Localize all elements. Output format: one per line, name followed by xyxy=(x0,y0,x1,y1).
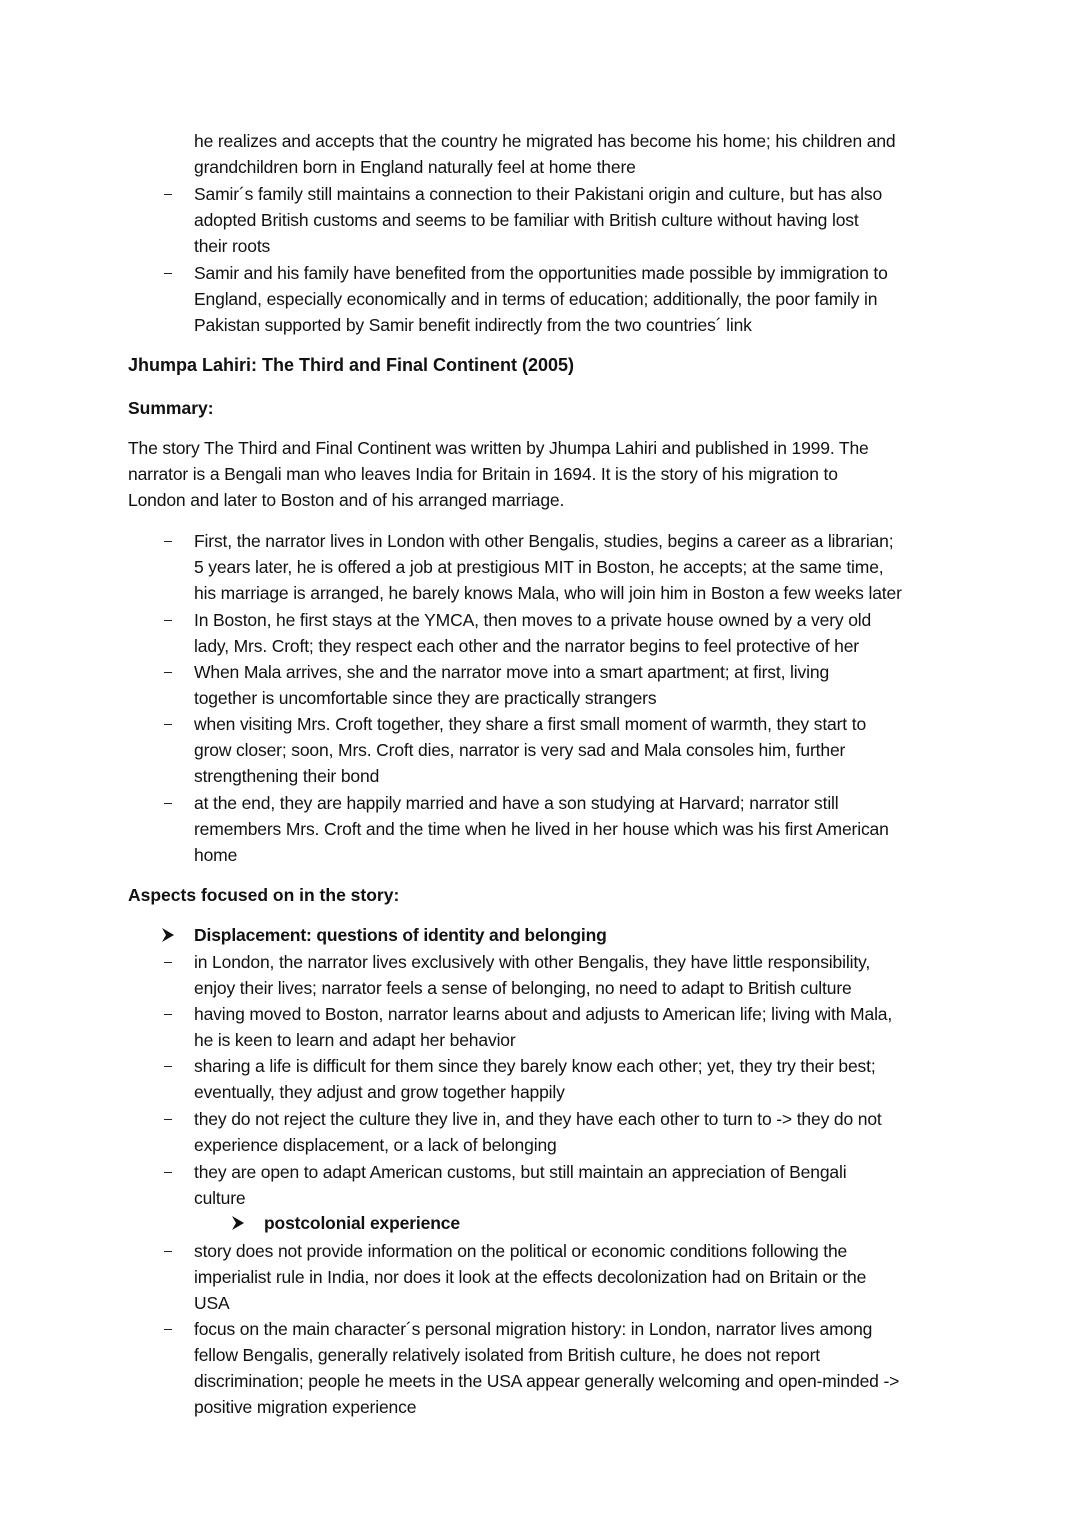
dash-bullet-icon xyxy=(164,672,172,673)
bullet-text: strengthening their bond xyxy=(194,766,380,786)
bullet-text: eventually, they adjust and grow together happily xyxy=(194,1082,565,1102)
summary-paragraph-line: London and later to Boston and of his arranged marriage. xyxy=(128,490,565,510)
bullet-text: imperialist rule in India, nor does it look at the effects decolonization had on Britain or the xyxy=(194,1267,867,1287)
dash-bullet-icon xyxy=(164,541,172,542)
bullet-text: experience displacement, or a lack of belonging xyxy=(194,1135,557,1155)
bullet-text: culture xyxy=(194,1188,246,1208)
dash-bullet-icon xyxy=(164,1066,172,1067)
dash-bullet-icon xyxy=(164,803,172,804)
bullet-text: together is uncomfortable since they are practically strangers xyxy=(194,688,657,708)
bullet-text: their roots xyxy=(194,236,271,256)
bullet-text: 5 years later, he is offered a job at prestigious MIT in Boston, he accepts; at the same time, xyxy=(194,557,884,577)
summary-paragraph-line: narrator is a Bengali man who leaves India for Britain in 1694. It is the story of his migration to xyxy=(128,464,838,484)
bullet-text: Samir and his family have benefited from the opportunities made possible by immigration to xyxy=(194,263,888,283)
bullet-text: adopted British customs and seems to be familiar with British culture without having lost xyxy=(194,210,859,230)
bullet-text: he is keen to learn and adapt her behavior xyxy=(194,1030,516,1050)
bullet-text: USA xyxy=(194,1293,230,1313)
dash-bullet-icon xyxy=(164,1119,172,1120)
dash-bullet-icon xyxy=(164,273,172,274)
bullet-text: focus on the main character´s personal migration history: in London, narrator lives among xyxy=(194,1319,873,1339)
bullet-text: when visiting Mrs. Croft together, they share a first small moment of warmth, they start to xyxy=(194,714,867,734)
bullet-text: England, especially economically and in terms of education; additionally, the poor family in xyxy=(194,289,878,309)
dash-bullet-icon xyxy=(164,1172,172,1173)
bullet-text: they are open to adapt American customs, but still maintain an appreciation of Bengali xyxy=(194,1162,847,1182)
subheading-postcolonial: postcolonial experience xyxy=(264,1213,460,1233)
aspects-heading: Aspects focused on in the story: xyxy=(128,885,400,905)
intro-continuation-line: he realizes and accepts that the country he migrated has become his home; his children and xyxy=(194,131,896,151)
dash-bullet-icon xyxy=(164,1251,172,1252)
dash-bullet-icon xyxy=(164,620,172,621)
bullet-text: at the end, they are happily married and have a son studying at Harvard; narrator still xyxy=(194,793,839,813)
dash-bullet-icon xyxy=(164,724,172,725)
subheading-displacement: Displacement: questions of identity and belonging xyxy=(194,925,607,945)
bullet-text: fellow Bengalis, generally relatively isolated from British culture, he does not report xyxy=(194,1345,821,1365)
bullet-text: home xyxy=(194,845,238,865)
bullet-text: having moved to Boston, narrator learns about and adjusts to American life; living with Mala, xyxy=(194,1004,893,1024)
dash-bullet-icon xyxy=(164,962,172,963)
bullet-text: story does not provide information on the political or economic conditions following the xyxy=(194,1241,848,1261)
bullet-text: lady, Mrs. Croft; they respect each other and the narrator begins to feel protective of her xyxy=(194,636,859,656)
bullet-text: grow closer; soon, Mrs. Croft dies, narrator is very sad and Mala consoles him, further xyxy=(194,740,846,760)
bullet-text: sharing a life is difficult for them since they barely know each other; yet, they try their best; xyxy=(194,1056,876,1076)
bullet-text: positive migration experience xyxy=(194,1397,417,1417)
intro-continuation-line: grandchildren born in England naturally feel at home there xyxy=(194,157,636,177)
summary-paragraph-line: The story The Third and Final Continent was written by Jhumpa Lahiri and published in 1999. The xyxy=(128,438,869,458)
summary-heading: Summary: xyxy=(128,398,214,418)
bullet-text: Pakistan supported by Samir benefit indirectly from the two countries´ link xyxy=(194,315,752,335)
dash-bullet-icon xyxy=(164,194,172,195)
bullet-text: Samir´s family still maintains a connection to their Pakistani origin and culture, but has also xyxy=(194,184,883,204)
bullet-text: discrimination; people he meets in the USA appear generally welcoming and open-minded -> xyxy=(194,1371,900,1391)
bullet-text: When Mala arrives, she and the narrator move into a smart apartment; at first, living xyxy=(194,662,830,682)
arrowhead-bullet-icon xyxy=(160,922,176,956)
bullet-text: they do not reject the culture they live in, and they have each other to turn to -> they do not xyxy=(194,1109,882,1129)
section-title: Jhumpa Lahiri: The Third and Final Continent (2005) xyxy=(128,355,575,375)
bullet-text: remembers Mrs. Croft and the time when he lived in her house which was his first American xyxy=(194,819,889,839)
bullet-text: enjoy their lives; narrator feels a sense of belonging, no need to adapt to British culture xyxy=(194,978,852,998)
bullet-text: First, the narrator lives in London with other Bengalis, studies, begins a career as a librarian; xyxy=(194,531,894,551)
dash-bullet-icon xyxy=(164,1329,172,1330)
dash-bullet-icon xyxy=(164,1014,172,1015)
bullet-text: his marriage is arranged, he barely knows Mala, who will join him in Boston a few weeks later xyxy=(194,583,902,603)
bullet-text: In Boston, he first stays at the YMCA, then moves to a private house owned by a very old xyxy=(194,610,872,630)
bullet-text: in London, the narrator lives exclusively with other Bengalis, they have little responsibility, xyxy=(194,952,871,972)
